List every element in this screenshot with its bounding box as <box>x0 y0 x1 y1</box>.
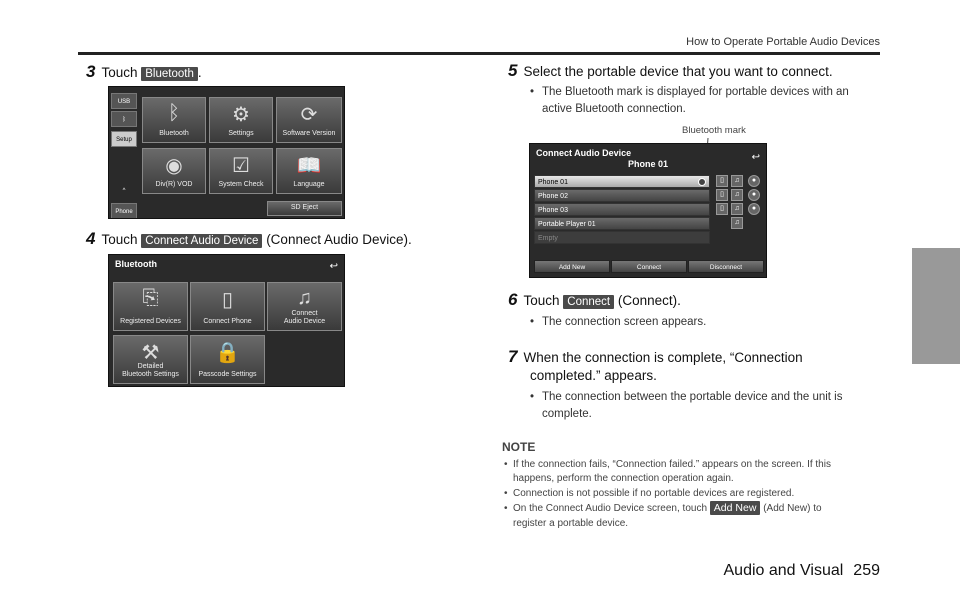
row-label: Phone 01 <box>538 179 568 186</box>
bullet-text: The connection screen appears. <box>542 316 707 328</box>
row-label: Portable Player 01 <box>538 221 596 228</box>
phone-button[interactable]: Phone <box>111 203 137 219</box>
row-label: Phone 03 <box>538 207 568 214</box>
step-number: 4 <box>86 229 96 248</box>
usb-button[interactable]: USB <box>111 93 137 109</box>
connect-button[interactable]: Connect <box>611 260 687 273</box>
tile-language[interactable] <box>276 148 342 194</box>
wrench-icon: ⚒ <box>141 342 160 364</box>
note-heading: NOTE <box>502 440 536 454</box>
bluetooth-mark-callout: Bluetooth mark <box>682 125 746 136</box>
footer <box>724 562 881 580</box>
lock-icon: 🔒 <box>215 342 240 364</box>
list-item[interactable] <box>534 175 710 188</box>
note-line: register a portable device. <box>513 518 629 529</box>
screen-title: Connect Audio Device <box>536 148 632 158</box>
disconnect-button[interactable]: Disconnect <box>688 260 764 273</box>
note-text: Connection is not possible if no portable devices are registered. <box>513 488 795 499</box>
phone-icon: ▯ <box>716 175 728 187</box>
bullet-text: The Bluetooth mark is displayed for portable devices with an active Bluetooth connection. <box>542 86 849 115</box>
step-text-after: (Connect). <box>617 293 681 308</box>
audio-icon: ♫ <box>731 175 743 187</box>
phone-icon: ▯ <box>716 189 728 201</box>
step-text: Touch <box>101 65 138 80</box>
row-label: Phone 02 <box>538 193 568 200</box>
setup-button[interactable]: Setup <box>111 131 137 147</box>
tile-connect-audio-device[interactable] <box>267 282 342 331</box>
step-6 <box>508 290 681 310</box>
refresh-icon: ⟳ <box>300 104 318 126</box>
bluetooth-icon: ᛒ <box>168 102 180 124</box>
back-icon[interactable]: ↩ <box>751 152 760 163</box>
note-text: (Add New) to <box>763 503 822 514</box>
sd-eject-button[interactable] <box>267 201 342 216</box>
tile-label: Div(R) VOD <box>155 181 193 188</box>
bullet-text: The connection between the portable device and the unit is complete. <box>542 391 843 420</box>
add-new-button-ref: Add New <box>710 501 761 515</box>
gear-icon: ⚙ <box>232 104 250 126</box>
bluetooth-screen <box>108 254 345 387</box>
list-item[interactable] <box>534 189 710 202</box>
step-text: Touch <box>101 232 138 247</box>
tile-label: Bluetooth <box>159 130 189 137</box>
tile-label: Connect Phone <box>203 318 252 325</box>
note-line: happens, perform the connection operation again. <box>513 473 734 484</box>
tile-detailed-bluetooth-settings[interactable] <box>113 335 188 384</box>
list-item[interactable] <box>534 217 710 230</box>
row-label: Empty <box>538 235 558 242</box>
step-number: 7 <box>508 347 518 366</box>
note-line: • Connection is not possible if no portable devices are registered. <box>504 488 795 499</box>
step-7-bullet: • The connection between the portable device and the unit is complete. <box>530 391 843 420</box>
devices-icon: ⎘ <box>142 287 159 309</box>
settings-icon[interactable]: ● <box>748 203 760 215</box>
audio-icon: ♫ <box>731 189 743 201</box>
tile-label: System Check <box>218 181 264 188</box>
tile-divx-vod[interactable] <box>142 148 206 194</box>
bluetooth-button-ref: Bluetooth <box>141 67 198 81</box>
audio-icon: ♫ <box>731 217 743 229</box>
step-7-line2: completed.” appears. <box>530 368 657 383</box>
screen-title: Bluetooth <box>115 259 157 269</box>
tile-connect-phone[interactable] <box>190 282 265 331</box>
tile-label: Language <box>293 181 325 188</box>
side-tab <box>912 248 960 364</box>
phone-icon: ▯ <box>221 289 233 311</box>
settings-icon[interactable]: ● <box>748 175 760 187</box>
step-text-line1: When the connection is complete, “Connection <box>523 350 803 365</box>
phone-icon: ▯ <box>716 203 728 215</box>
note-line: • On the Connect Audio Device screen, touch Add New (Add New) to <box>504 502 822 514</box>
note-line: • If the connection fails, “Connection failed.” appears on the screen. If this <box>504 459 831 470</box>
tile-label: Connect Audio Device <box>283 310 326 325</box>
tile-label: Registered Devices <box>120 318 181 325</box>
step-number: 5 <box>508 61 518 80</box>
tile-label: Settings <box>228 130 254 137</box>
tile-system-check[interactable] <box>209 148 273 194</box>
header-rule <box>78 52 880 55</box>
tile-label: Detailed Bluetooth Settings <box>122 363 179 378</box>
step-5-bullet: • The Bluetooth mark is displayed for portable devices with an active Bluetooth connection. <box>530 86 849 115</box>
up-arrow-icon[interactable]: ^ <box>122 188 126 194</box>
step-4 <box>86 229 412 249</box>
step-6-bullet: • The connection screen appears. <box>530 316 707 328</box>
header-title: How to Operate Portable Audio Devices <box>686 36 880 48</box>
footer-section: Audio and Visual <box>723 562 844 579</box>
connect-audio-device-button-ref: Connect Audio Device <box>141 234 262 248</box>
audio-icon: ♫ <box>731 203 743 215</box>
bluetooth-side-button[interactable]: ᛒ <box>111 111 137 127</box>
tile-bluetooth[interactable] <box>142 97 206 143</box>
note-text: On the Connect Audio Device screen, touch <box>513 503 708 514</box>
step-number: 6 <box>508 290 518 309</box>
disc-icon: ◉ <box>165 155 183 177</box>
step-number: 3 <box>86 62 96 81</box>
add-new-button[interactable]: Add New <box>534 260 610 273</box>
list-item[interactable] <box>534 203 710 216</box>
page-number: 259 <box>853 562 880 579</box>
tile-passcode-settings[interactable] <box>190 335 265 384</box>
connect-button-ref: Connect <box>563 295 614 309</box>
list-item[interactable] <box>534 231 710 244</box>
book-icon: 📖 <box>296 155 322 177</box>
back-icon[interactable]: ↩ <box>329 261 338 272</box>
tile-label: Passcode Settings <box>198 371 257 378</box>
note-text: If the connection fails, “Connection failed.” appears on the screen. If this <box>513 459 831 470</box>
tile-label: Software Version <box>282 130 336 137</box>
screen-subtitle: Phone 01 <box>628 159 669 169</box>
tile-label: SD Eject <box>290 204 319 211</box>
tile-software-version[interactable] <box>276 97 342 143</box>
step-7 <box>508 347 803 367</box>
step-text-after: (Connect Audio Device). <box>266 232 412 247</box>
step-text: Touch <box>523 293 560 308</box>
step-text-after: . <box>197 65 202 80</box>
tile-settings[interactable] <box>209 97 273 143</box>
audio-device-icon: ♫ <box>297 287 312 309</box>
step-5 <box>508 61 833 81</box>
setup-screen <box>108 86 345 219</box>
bluetooth-mark-icon <box>698 178 706 186</box>
checklist-icon: ☑ <box>232 155 250 177</box>
step-text: Select the portable device that you want to connect. <box>523 64 833 79</box>
connect-audio-device-screen <box>529 143 767 278</box>
tile-registered-devices[interactable] <box>113 282 188 331</box>
step-3 <box>86 62 202 82</box>
settings-icon[interactable]: ● <box>748 189 760 201</box>
